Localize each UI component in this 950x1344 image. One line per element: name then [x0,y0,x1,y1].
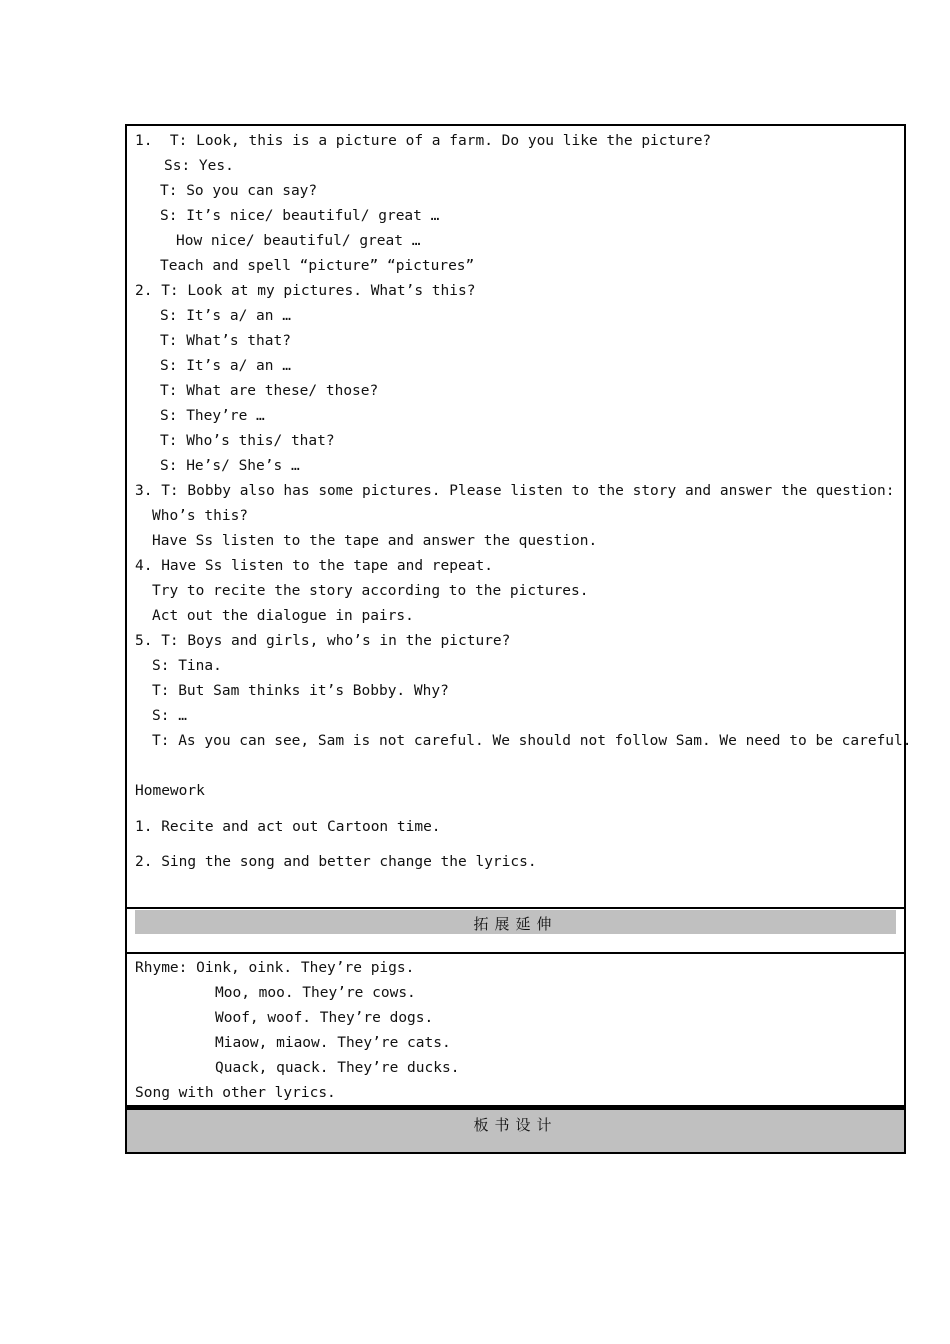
procedure-line: T: Who’s this/ that? [160,433,335,449]
procedure-line: 2. T: Look at my pictures. What’s this? [135,283,476,299]
extension-content-cell [125,954,906,1107]
board-design-title: 板书设计 [473,1116,558,1134]
procedure-line: S: He’s/ She’s … [160,458,300,474]
procedure-line: Teach and spell “picture” “pictures” [160,258,475,274]
procedure-line: T: As you can see, Sam is not careful. We should not follow Sam. We need to be careful. [152,733,912,749]
procedure-line: T: What are these/ those? [160,383,379,399]
procedure-line: 4. Have Ss listen to the tape and repeat. [135,558,493,574]
procedure-line: S: They’re … [160,408,265,424]
procedure-line: S: It’s a/ an … [160,358,291,374]
procedure-line: T: What’s that? [160,333,291,349]
procedure-line: Ss: Yes. [164,158,234,174]
homework-title: Homework [135,783,205,799]
extension-header-cell [125,909,906,954]
rhyme-line: Woof, woof. They’re dogs. [215,1010,434,1026]
rhyme-line: Quack, quack. They’re ducks. [215,1060,460,1076]
procedure-line: S: It’s a/ an … [160,308,291,324]
procedure-line: S: … [152,708,187,724]
procedure-line: 1. T: Look, this is a picture of a farm. Do you like the picture? [135,133,712,149]
procedure-line: T: So you can say? [160,183,318,199]
rhyme-line: Rhyme: Oink, oink. They’re pigs. [135,960,415,976]
procedure-line: How nice/ beautiful/ great … [176,233,421,249]
procedure-line: S: Tina. [152,658,222,674]
procedure-line: T: But Sam thinks it’s Bobby. Why? [152,683,449,699]
procedure-line: Try to recite the story according to the pictures. [152,583,589,599]
procedure-line: S: It’s nice/ beautiful/ great … [160,208,440,224]
teaching-procedure-cell [125,124,912,909]
board-design-cell [125,1107,906,1154]
procedure-line: 5. T: Boys and girls, who’s in the picture? [135,633,511,649]
homework-item: 2. Sing the song and better change the lyrics. [135,854,537,870]
lesson-table [125,124,912,1154]
homework-item: 1. Recite and act out Cartoon time. [135,819,441,835]
procedure-line: Act out the dialogue in pairs. [152,608,414,624]
rhyme-line: Miaow, miaow. They’re cats. [215,1035,451,1051]
rhyme-line: Moo, moo. They’re cows. [215,985,416,1001]
procedure-line: 3. T: Bobby also has some pictures. Please listen to the story and answer the question: [135,483,895,499]
procedure-line: Who’s this? [152,508,249,524]
procedure-line: Have Ss listen to the tape and answer the question. [152,533,598,549]
extension-title: 拓展延伸 [473,915,558,933]
song-line: Song with other lyrics. [135,1085,336,1101]
